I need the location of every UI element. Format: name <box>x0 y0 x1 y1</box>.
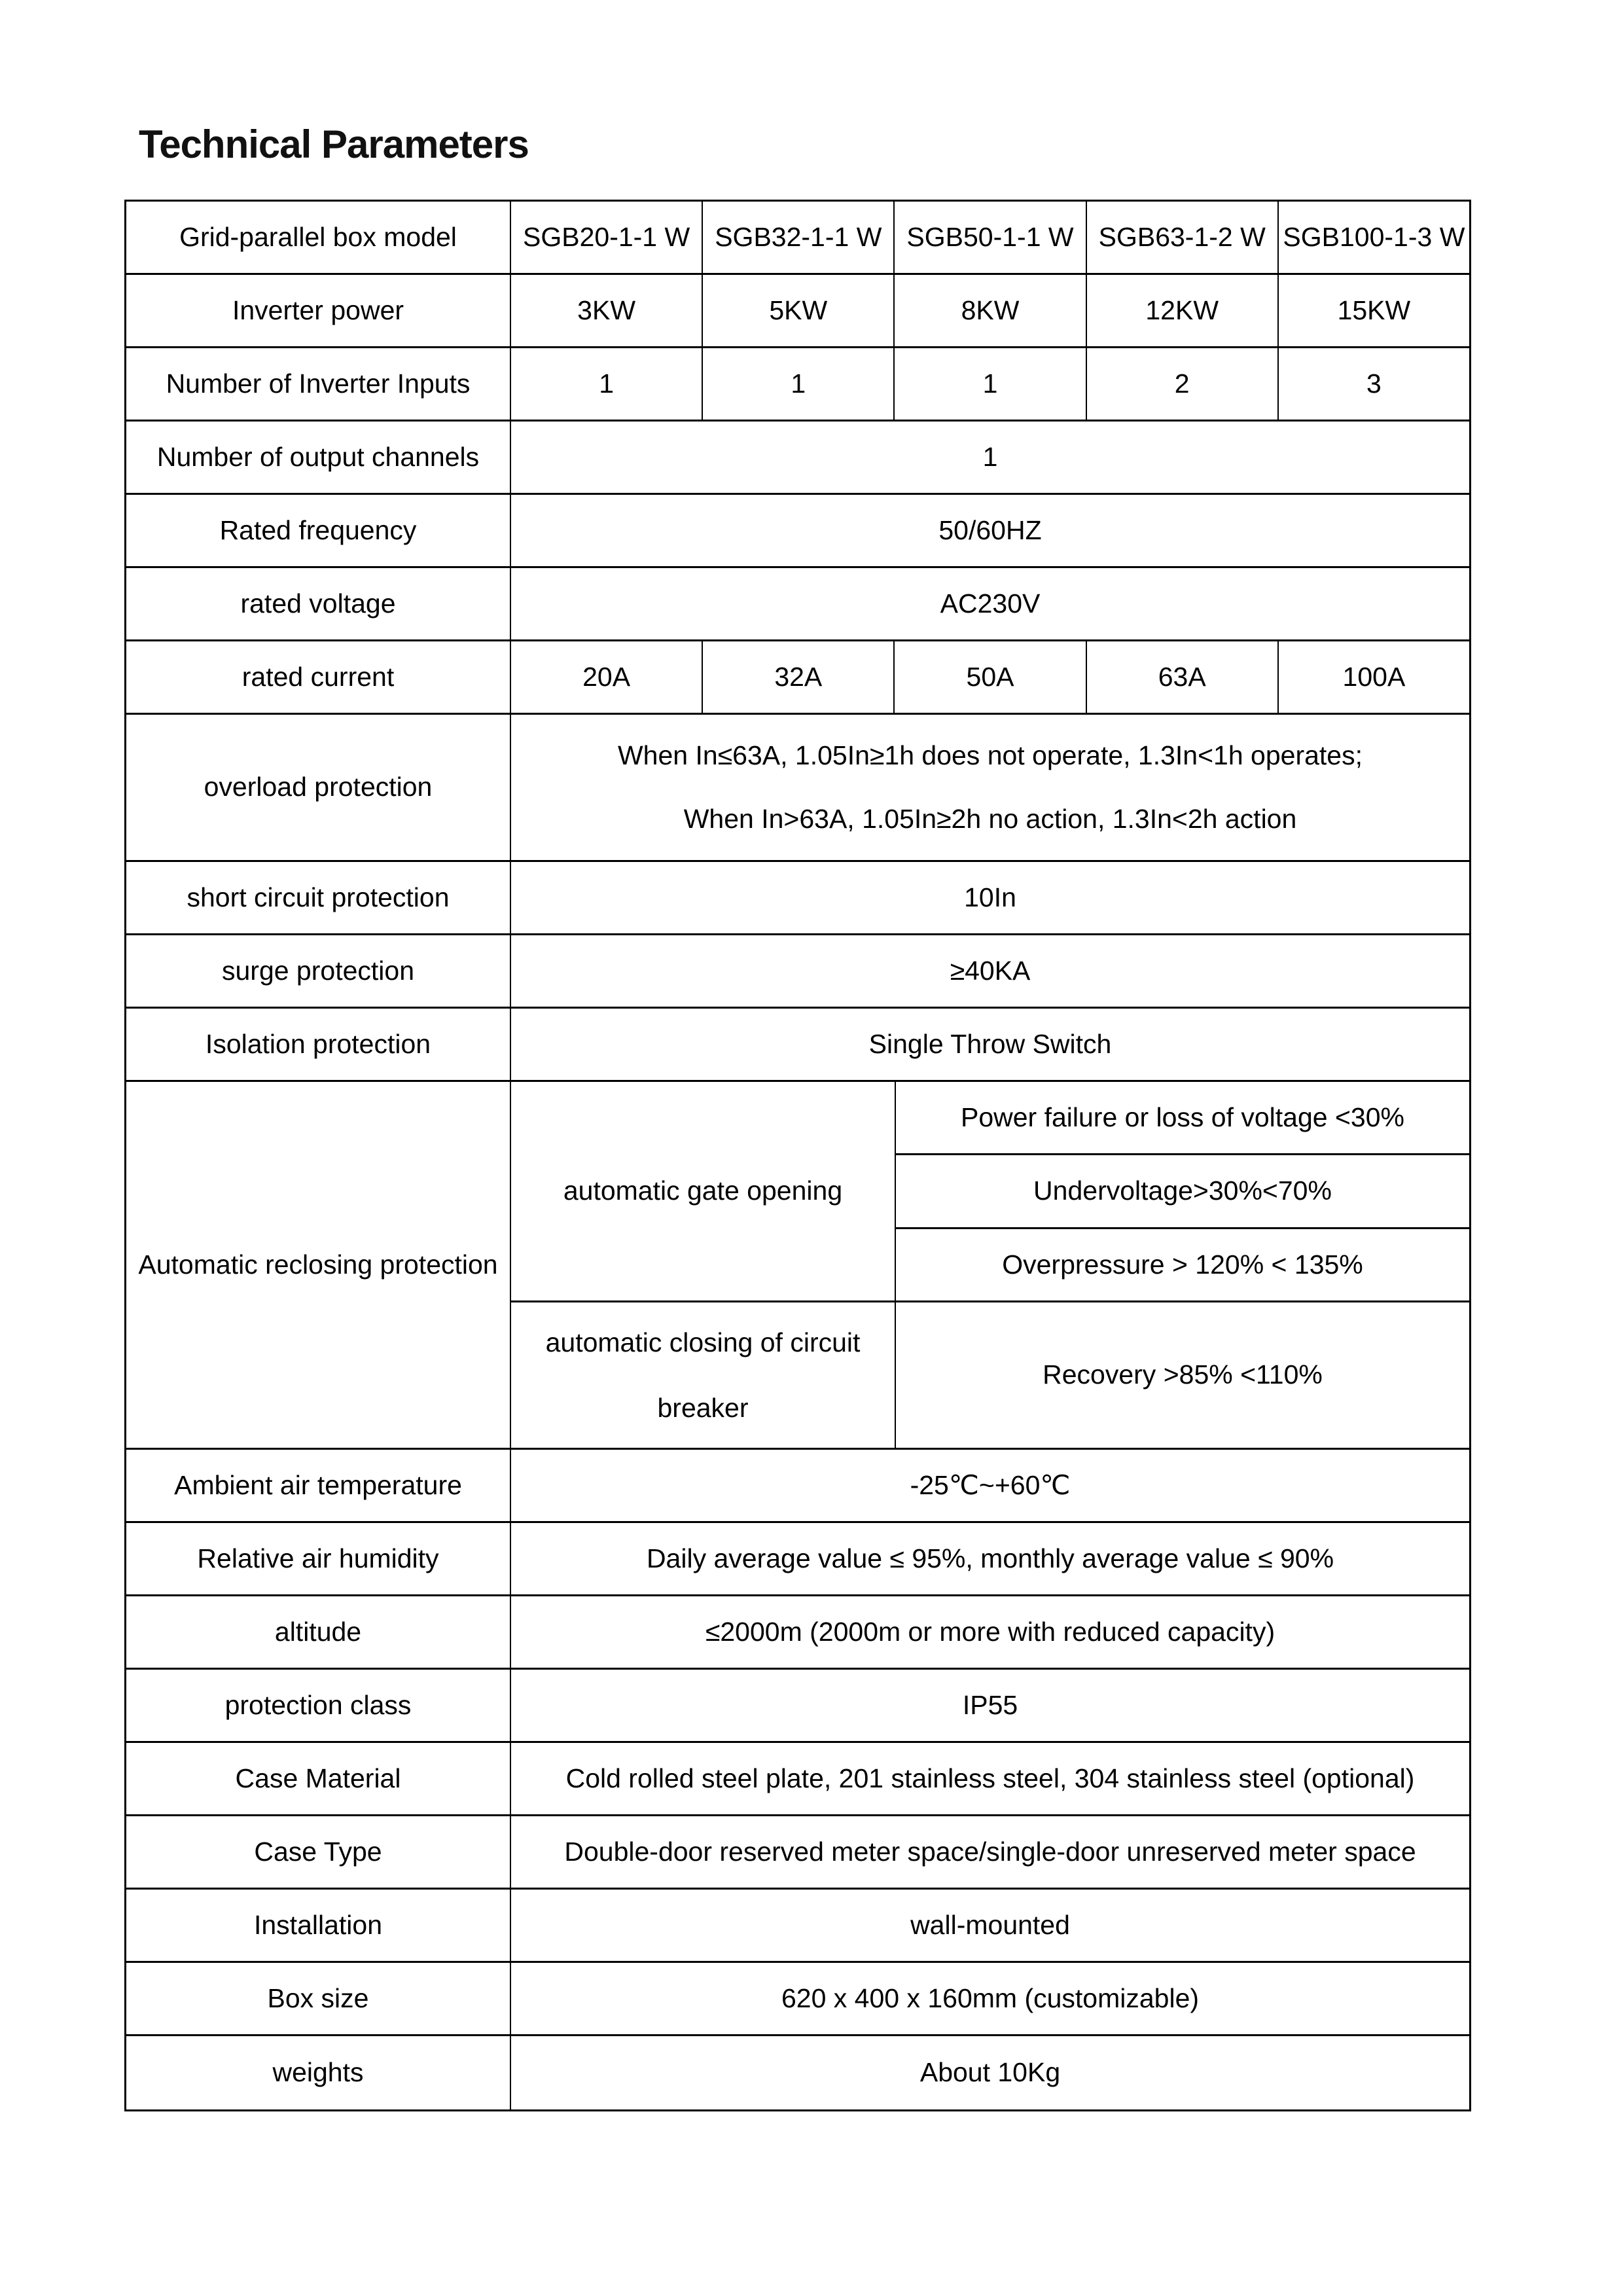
row-label-box-size: Box size <box>126 1963 511 2034</box>
box-size-value: 620 x 400 x 160mm (customizable) <box>781 1982 1200 2013</box>
inputs-cell-1: 1 <box>511 348 703 420</box>
table-row-installation <box>126 1890 1469 1963</box>
power-cell-5: 15KW <box>1337 295 1411 325</box>
gate-opening-section <box>511 1082 1469 1302</box>
inputs-cell-4: 2 <box>1087 348 1279 420</box>
table-row-auto-reclosing <box>126 1082 1469 1450</box>
current-cell-4: 63A <box>1087 641 1279 713</box>
installation-value: wall-mounted <box>910 1909 1070 1940</box>
row-label-rated-voltage: rated voltage <box>126 568 511 639</box>
table-row-protection-class <box>126 1670 1469 1743</box>
table-row-overload-protection <box>126 715 1469 862</box>
gate-opening-conditions <box>896 1082 1469 1300</box>
gate-condition-1: Power failure or loss of voltage <30% <box>896 1082 1469 1155</box>
auto-closing-section <box>511 1302 1469 1448</box>
table-row-isolation-protection <box>126 1009 1469 1082</box>
overload-protection-value <box>511 715 1469 860</box>
page-title: Technical Parameters <box>139 122 529 166</box>
table-row-surge-protection <box>126 935 1469 1009</box>
row-label-inverter-inputs: Number of Inverter Inputs <box>126 348 511 420</box>
row-label-model: Grid-parallel box model <box>126 202 511 273</box>
row-label-auto-reclosing: Automatic reclosing protection <box>126 1082 511 1448</box>
model-cell-1: SGB20-1-1 W <box>511 202 703 273</box>
inputs-cell-2: 1 <box>703 348 895 420</box>
row-label-inverter-power: Inverter power <box>126 275 511 346</box>
table-row-inverter-power <box>126 275 1469 348</box>
table-row-case-material <box>126 1743 1469 1816</box>
output-channels-value: 1 <box>982 441 998 472</box>
table-row-ambient-temp <box>126 1450 1469 1523</box>
ambient-temp-value: -25℃~+60℃ <box>910 1469 1071 1500</box>
row-label-short-circuit: short circuit protection <box>126 862 511 933</box>
current-cell-3: 50A <box>895 641 1086 713</box>
overload-line-2: When In>63A, 1.05In≥2h no action, 1.3In<2h action <box>683 803 1297 834</box>
power-cell-2: 5KW <box>703 275 895 346</box>
table-row-altitude <box>126 1596 1469 1670</box>
gate-condition-2: Undervoltage>30%<70% <box>896 1155 1469 1229</box>
row-label-rated-current: rated current <box>126 641 511 713</box>
table-row-weights <box>126 2036 1469 2109</box>
rated-voltage-value: AC230V <box>940 588 1041 619</box>
protection-class-value: IP55 <box>962 1689 1018 1720</box>
power-cell-4: 12KW <box>1087 275 1279 346</box>
row-label-case-material: Case Material <box>126 1743 511 1814</box>
row-label-rated-frequency: Rated frequency <box>126 495 511 566</box>
auto-closing-condition: Recovery >85% <110% <box>1043 1359 1323 1390</box>
table-row-rated-voltage <box>126 568 1469 641</box>
altitude-value: ≤2000m (2000m or more with reduced capacity) <box>705 1616 1275 1647</box>
current-cell-2: 32A <box>703 641 895 713</box>
short-circuit-value: 10In <box>964 882 1016 912</box>
technical-parameters-table <box>124 200 1471 2111</box>
row-label-ambient-temp: Ambient air temperature <box>126 1450 511 1521</box>
current-cell-5: 100A <box>1342 661 1406 692</box>
row-label-isolation-protection: Isolation protection <box>126 1009 511 1080</box>
isolation-protection-value: Single Throw Switch <box>868 1028 1112 1059</box>
row-label-output-channels: Number of output channels <box>126 422 511 493</box>
inputs-cell-5: 3 <box>1366 368 1382 399</box>
row-label-installation: Installation <box>126 1890 511 1961</box>
table-row-humidity <box>126 1523 1469 1596</box>
table-row-rated-current <box>126 641 1469 715</box>
table-row-case-type <box>126 1816 1469 1890</box>
row-label-altitude: altitude <box>126 1596 511 1668</box>
table-row-box-size <box>126 1963 1469 2036</box>
row-label-protection-class: protection class <box>126 1670 511 1741</box>
row-label-overload-protection: overload protection <box>126 715 511 860</box>
row-label-surge-protection: surge protection <box>126 935 511 1007</box>
power-cell-3: 8KW <box>895 275 1086 346</box>
weights-value: About 10Kg <box>919 2057 1061 2088</box>
rated-frequency-value: 50/60HZ <box>938 514 1042 545</box>
row-label-humidity: Relative air humidity <box>126 1523 511 1594</box>
gate-opening-label: automatic gate opening <box>511 1082 896 1300</box>
case-material-value: Cold rolled steel plate, 201 stainless steel, 304 stainless steel (optional) <box>565 1763 1415 1793</box>
gate-condition-3: Overpressure > 120% < 135% <box>1002 1249 1363 1280</box>
table-row-inverter-inputs <box>126 348 1469 422</box>
model-cell-4: SGB63-1-2 W <box>1087 202 1279 273</box>
table-row-model <box>126 202 1469 275</box>
humidity-value: Daily average value ≤ 95%, monthly average value ≤ 90% <box>646 1543 1334 1573</box>
model-cell-2: SGB32-1-1 W <box>703 202 895 273</box>
power-cell-1: 3KW <box>511 275 703 346</box>
table-row-output-channels <box>126 422 1469 495</box>
table-row-rated-frequency <box>126 495 1469 568</box>
row-label-weights: weights <box>126 2036 511 2109</box>
row-label-case-type: Case Type <box>126 1816 511 1888</box>
model-cell-3: SGB50-1-1 W <box>895 202 1086 273</box>
table-row-short-circuit <box>126 862 1469 935</box>
surge-protection-value: ≥40KA <box>950 955 1031 986</box>
case-type-value: Double-door reserved meter space/single-door unreserved meter space <box>564 1836 1416 1867</box>
current-cell-1: 20A <box>511 641 703 713</box>
auto-closing-label: automatic closing of circuit breaker <box>511 1302 896 1448</box>
inputs-cell-3: 1 <box>895 348 1086 420</box>
overload-line-1: When In≤63A, 1.05In≥1h does not operate, 1.3In<1h operates; <box>617 740 1363 770</box>
model-cell-5: SGB100-1-3 W <box>1283 221 1465 252</box>
auto-reclosing-subtable <box>511 1082 1469 1448</box>
